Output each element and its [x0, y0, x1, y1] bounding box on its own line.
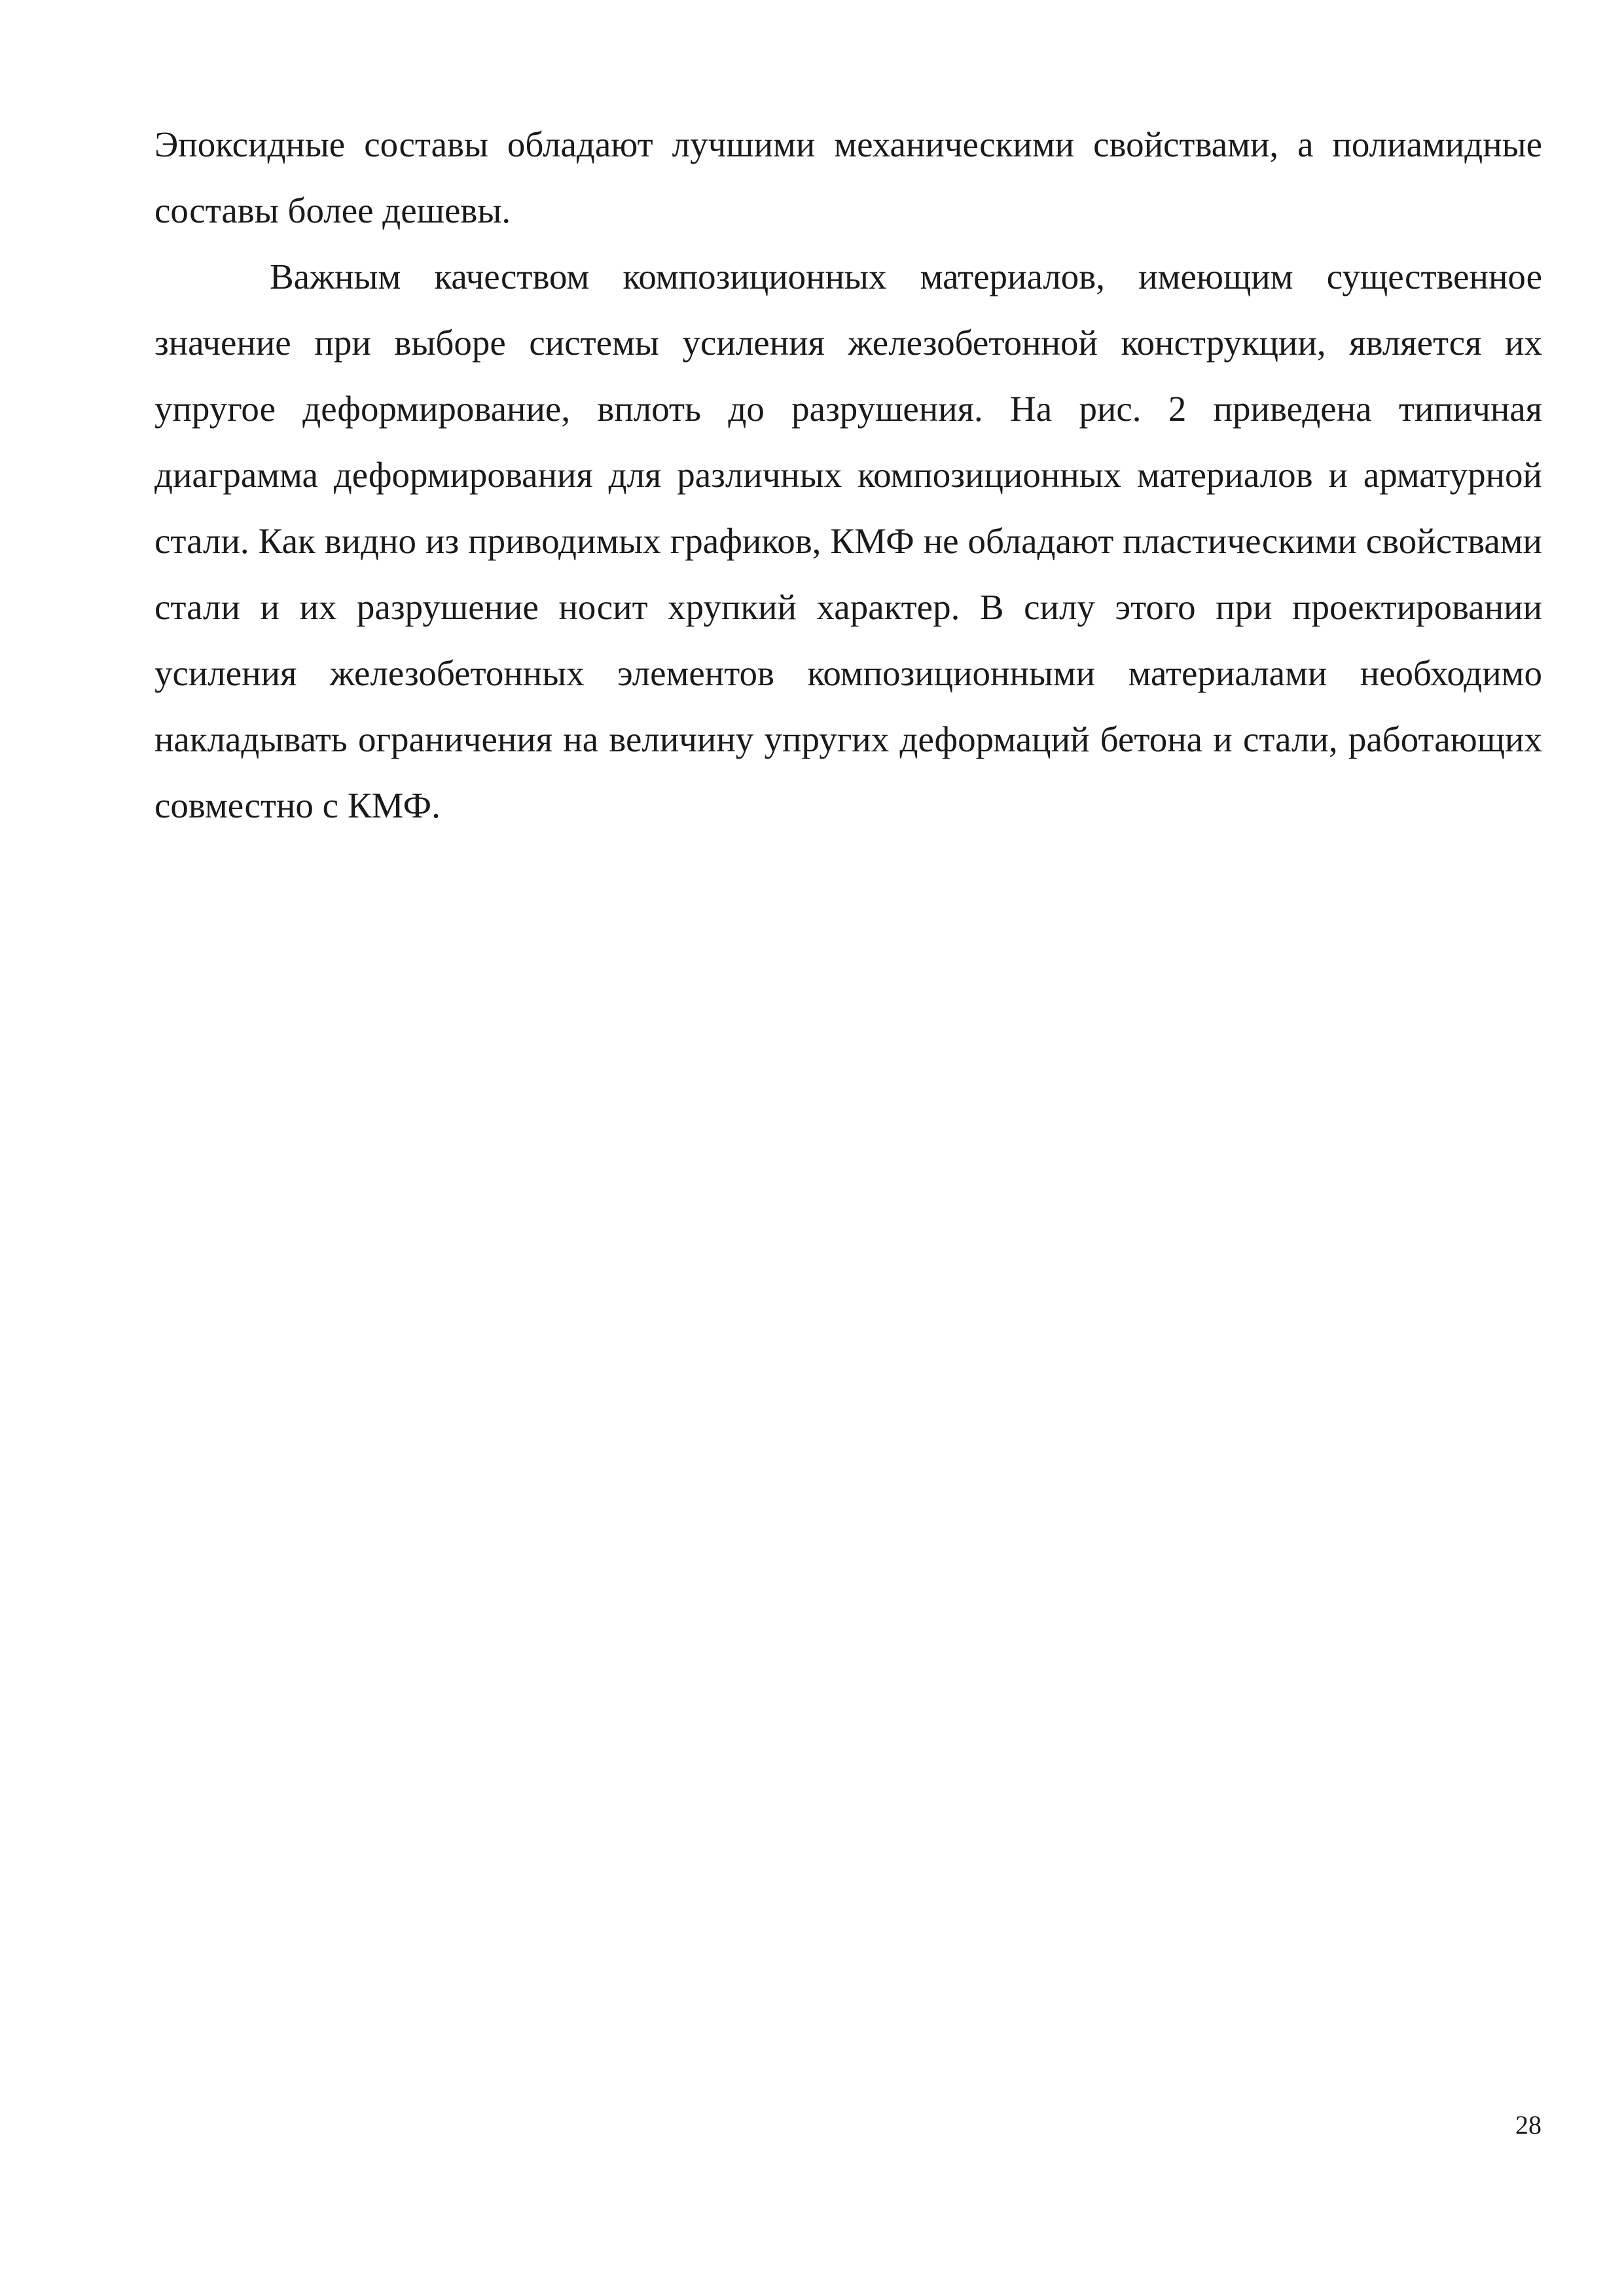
- body-text: [154, 111, 1542, 838]
- paragraph-deformation-properties: Важным качеством композиционных материалов, имеющим существенное значение при выборе системы усиления железобетонной конструкции, является их упругое деформирование, вплоть до разрушения. На рис. 2 приведена типичная диаграмма деформирования для различных композиционных материалов и арматурной стали. Как видно из приводимых графиков, КМФ не обладают пластическими свойствами стали и их разрушение носит хрупкий характер. В силу этого при проектировании усиления железобетонных элементов композиционными материалами необходимо накладывать ограничения на величину упругих деформаций бетона и стали, работающих совместно с КМФ.: [154, 257, 1542, 825]
- page-number: 28: [1515, 2110, 1542, 2140]
- paragraph-epoxy-compositions: Эпоксидные составы обладают лучшими механическими свойствами, а полиамидные составы более дешевы.: [154, 124, 1542, 230]
